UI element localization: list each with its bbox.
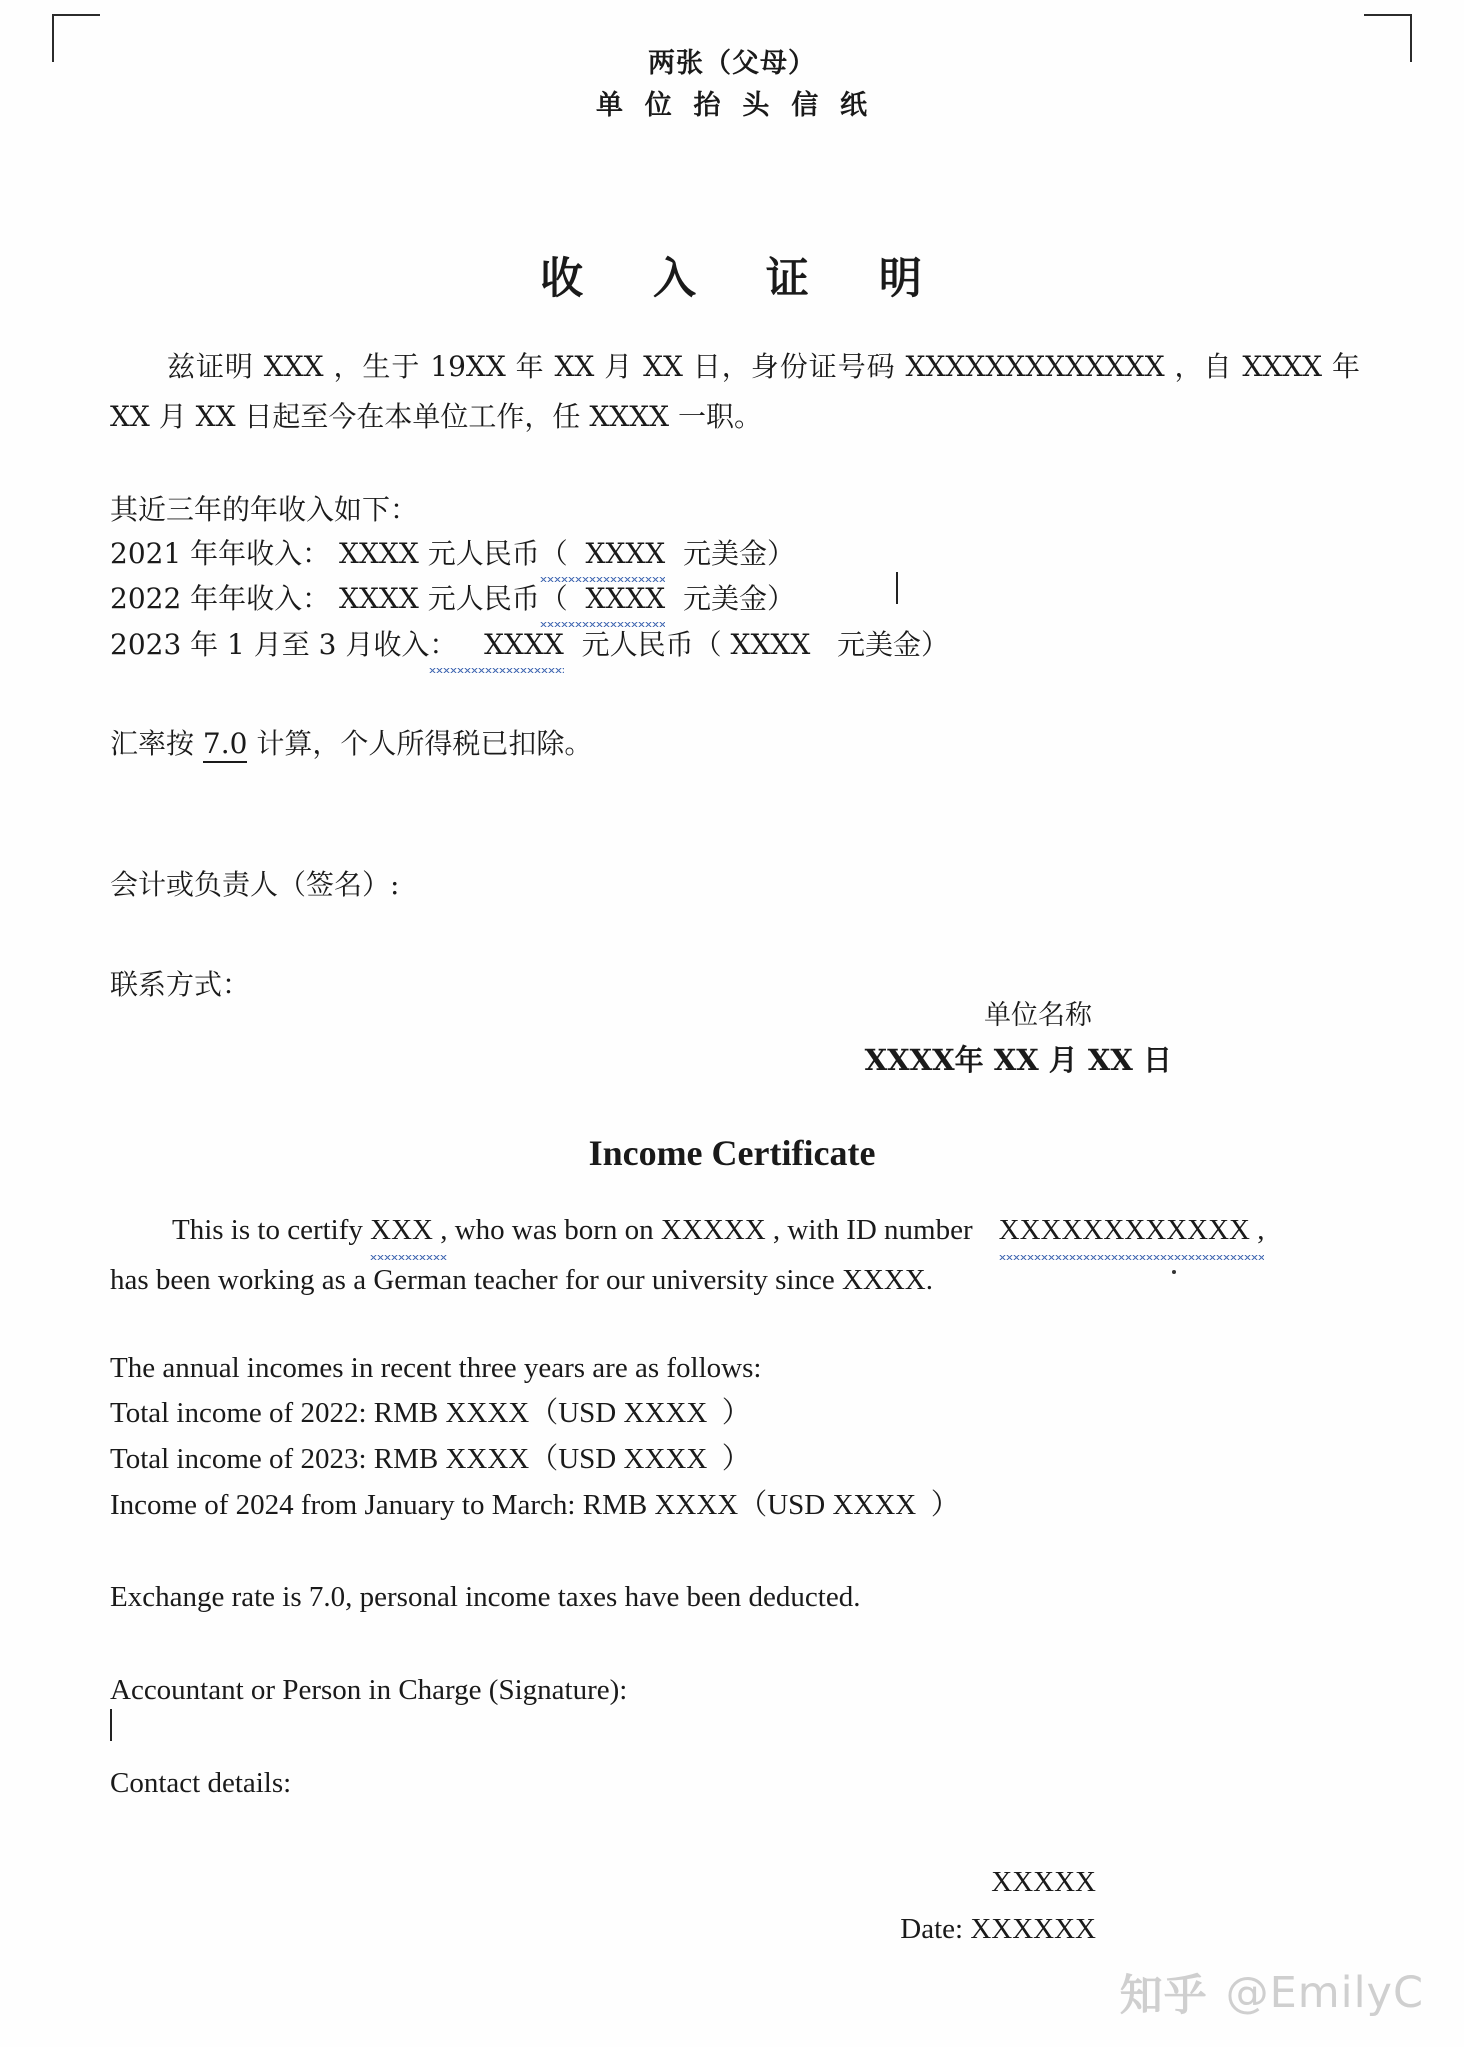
header-letterhead-line: 单 位 抬 头 信 纸 <box>596 90 868 121</box>
english-title: Income Certificate <box>588 1133 876 1173</box>
english-certify-id: XXXXXXXXXXXX , <box>999 1205 1265 1255</box>
english-organization-name: XXXXX <box>991 1866 1096 1898</box>
chinese-rate-suffix: 计算，个人所得税已扣除。 <box>247 727 593 760</box>
english-certify-lead: This is to certify <box>172 1214 371 1246</box>
english-certify-paragraph <box>110 1205 1355 1305</box>
english-exchange-rate-line: Exchange rate is 7.0, personal income taxes have been deducted. <box>110 1581 861 1613</box>
chinese-contact-label: 联系方式： <box>110 968 251 1001</box>
chinese-income-2022-unit: 元美金） <box>665 582 796 615</box>
chinese-title: 收 入 证 明 <box>540 254 924 304</box>
chinese-rate-prefix: 汇率按 <box>110 727 203 760</box>
text-caret-chinese <box>896 572 898 604</box>
chinese-income-2021-unit: 元美金） <box>665 537 796 570</box>
english-income-row-2024: Income of 2024 from January to March: RMB XXXX（USD XXXX ） <box>110 1489 960 1521</box>
chinese-date-line: XXXX年 XX 月 XX 日 <box>864 1043 1172 1077</box>
chinese-certify-text: 兹证明 XXX ，生于 19XX 年 XX 月 XX 日，身份证号码 XXXXXXXXXXXXX ，自 XXXX 年 XX 月 XX 日起至今在本单位工作，任 XXXX 一职。 <box>110 350 1360 433</box>
zhihu-watermark <box>1120 1962 1424 2023</box>
header-note-line: 两张（父母） <box>648 48 816 79</box>
chinese-certify-paragraph <box>110 342 1360 442</box>
english-income-row-2023: Total income of 2023: RMB XXXX（USD XXXX ） <box>110 1443 751 1475</box>
chinese-income-2021-rmb: 2021 年年收入： XXXX 元人民币 <box>110 537 540 570</box>
english-certify-name: XXX , <box>370 1205 447 1255</box>
chinese-rate-value: 7.0 <box>203 727 248 763</box>
english-date-line: Date: XXXXXX <box>900 1913 1096 1945</box>
chinese-income-2022-rmb: 2022 年年收入： XXXX 元人民币 <box>110 582 540 615</box>
chinese-income-2021-usd: （ XXXX <box>540 531 666 577</box>
chinese-income-intro: 其近三年的年收入如下： <box>110 493 419 526</box>
english-certify-mid: who was born on XXXXX , with ID number <box>447 1214 973 1246</box>
english-income-row-2022: Total income of 2022: RMB XXXX（USD XXXX ） <box>110 1397 751 1429</box>
chinese-income-2023-unit: 元人民币（ XXXX 元美金） <box>563 628 949 661</box>
zhihu-logo-text: 知乎 <box>1119 1971 1208 2021</box>
chinese-income-row-2021 <box>110 531 795 577</box>
english-contact-label: Contact details: <box>110 1767 292 1799</box>
chinese-income-row-2022 <box>110 576 795 622</box>
english-signature-label: Accountant or Person in Charge (Signature): <box>110 1674 628 1706</box>
english-certify-line2: has been working as a German teacher for our university since XXXX. <box>110 1264 934 1296</box>
ink-dot-artifact <box>1172 1270 1176 1274</box>
chinese-income-row-2023 <box>110 622 949 668</box>
chinese-signature-label: 会计或负责人（签名）: <box>110 868 400 901</box>
chinese-organization-name: 单位名称 <box>984 1000 1092 1031</box>
english-income-intro: The annual incomes in recent three years are as follows: <box>110 1352 762 1384</box>
chinese-income-2023-amount: ： XXXX <box>429 622 563 668</box>
text-caret-english <box>110 1709 112 1741</box>
zhihu-handle-text: @EmilyC <box>1225 1967 1424 2018</box>
chinese-income-2023-label: 2023 年 1 月至 3 月收入 <box>110 628 430 661</box>
chinese-exchange-rate-line <box>110 721 592 767</box>
chinese-income-2022-usd: （ XXXX <box>540 576 666 622</box>
